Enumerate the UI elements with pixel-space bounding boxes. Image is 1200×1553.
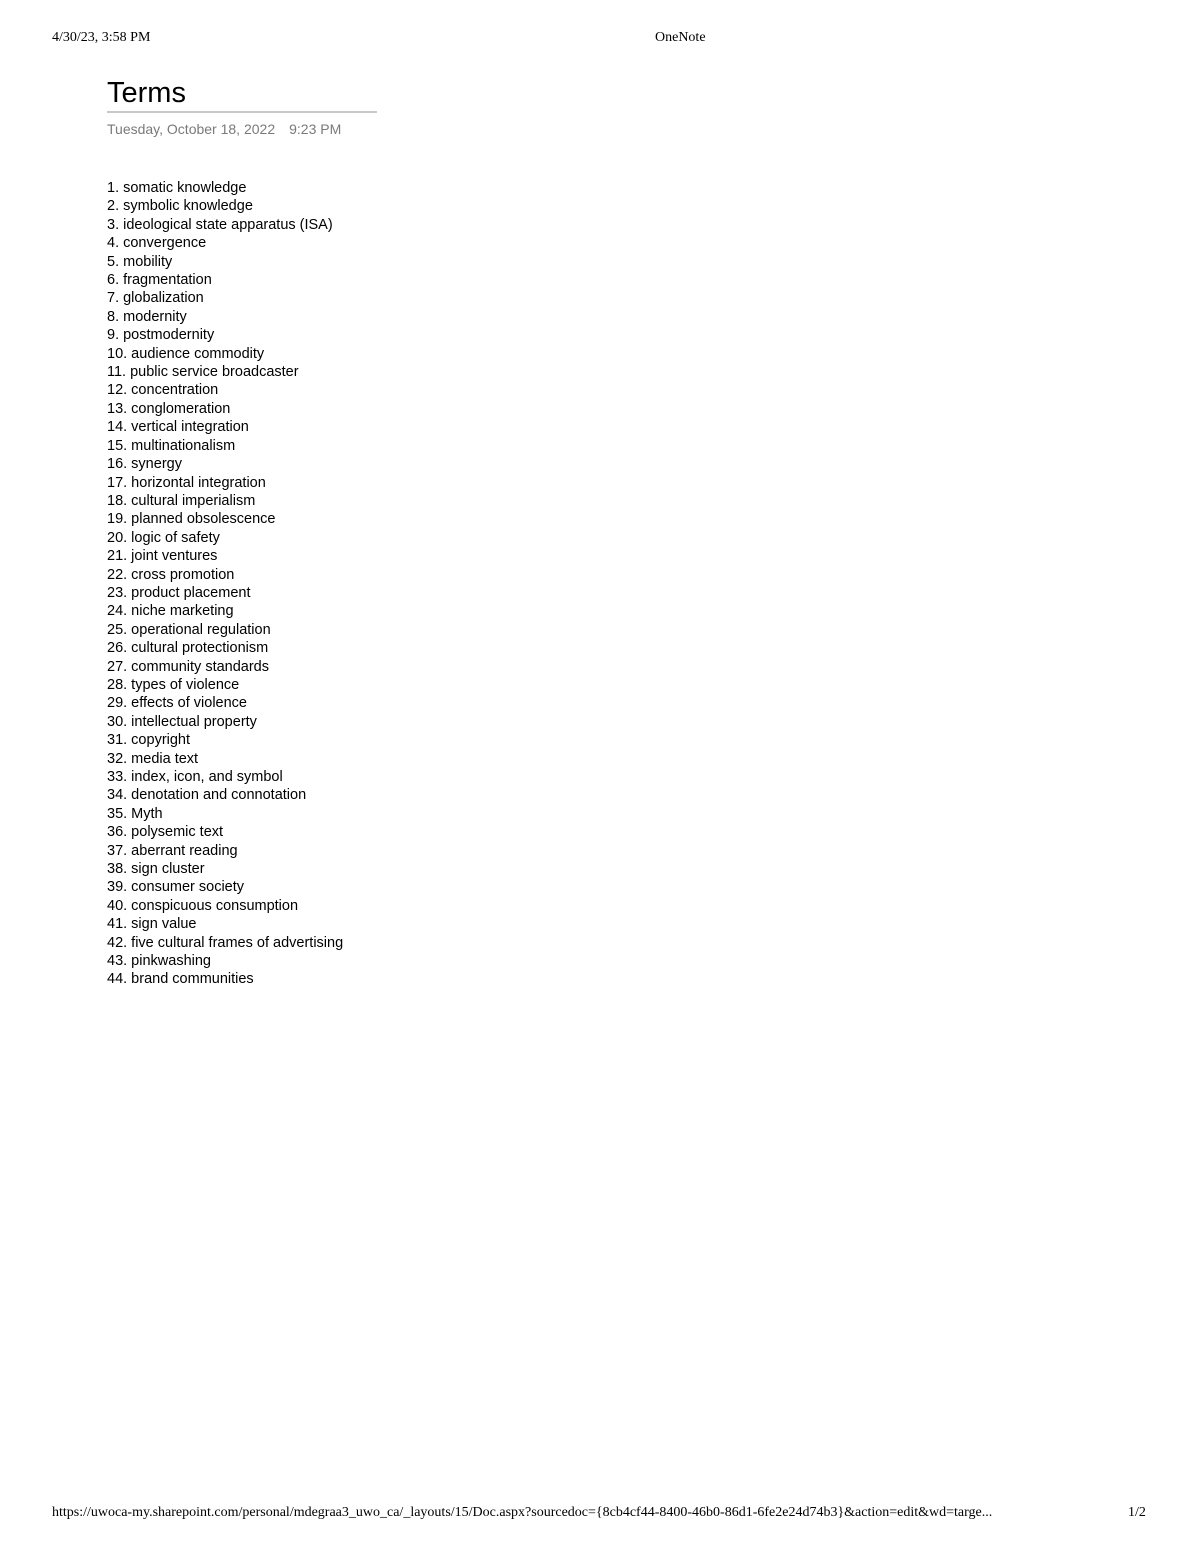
list-item[interactable]: 14. vertical integration bbox=[107, 419, 249, 436]
list-item[interactable]: 21. joint ventures bbox=[107, 548, 218, 565]
list-item[interactable]: 39. consumer society bbox=[107, 879, 245, 896]
list-item[interactable]: 11. public service broadcaster bbox=[107, 364, 299, 381]
list-item[interactable]: 3. ideological state apparatus (ISA) bbox=[107, 216, 333, 233]
list-item[interactable]: 7. globalization bbox=[107, 290, 204, 307]
list-item[interactable]: 2. symbolic knowledge bbox=[107, 198, 253, 215]
print-page-number: 1/2 bbox=[1128, 1505, 1146, 1520]
list-item[interactable]: 25. operational regulation bbox=[107, 621, 271, 638]
list-item[interactable]: 13. conglomeration bbox=[107, 400, 231, 417]
list-item[interactable]: 37. aberrant reading bbox=[107, 842, 238, 859]
list-item[interactable]: 24. niche marketing bbox=[107, 603, 234, 620]
list-item[interactable]: 28. types of violence bbox=[107, 676, 240, 693]
list-item[interactable]: 17. horizontal integration bbox=[107, 474, 266, 491]
page-title-block bbox=[107, 76, 377, 137]
list-item[interactable]: 32. media text bbox=[107, 750, 199, 767]
list-item[interactable]: 9. postmodernity bbox=[107, 327, 215, 344]
print-header bbox=[0, 30, 1200, 50]
print-url: https://uwoca-my.sharepoint.com/personal/mdegraa3_uwo_ca/_layouts/15/Doc.aspx?sourcedoc={8cb4cf44-8400-46b0-86d1-6fe2e24d74b3}&action=edit&wd=targe... bbox=[52, 1505, 993, 1520]
list-item[interactable]: 10. audience commodity bbox=[107, 345, 265, 362]
page-timestamp bbox=[107, 121, 377, 137]
list-item[interactable]: 16. synergy bbox=[107, 456, 182, 473]
list-item[interactable]: 38. sign cluster bbox=[107, 861, 205, 878]
print-datetime: 4/30/23, 3:58 PM bbox=[52, 30, 151, 45]
print-app-name: OneNote bbox=[655, 30, 706, 45]
list-item[interactable]: 34. denotation and connotation bbox=[107, 787, 307, 804]
list-item[interactable]: 40. conspicuous consumption bbox=[107, 897, 299, 914]
list-item[interactable]: 1. somatic knowledge bbox=[107, 180, 247, 196]
list-item[interactable]: 29. effects of violence bbox=[107, 695, 247, 712]
list-item[interactable]: 15. multinationalism bbox=[107, 437, 236, 454]
terms-list bbox=[107, 179, 343, 989]
list-item[interactable]: 6. fragmentation bbox=[107, 272, 212, 289]
list-item[interactable]: 19. planned obsolescence bbox=[107, 511, 276, 528]
list-item[interactable]: 41. sign value bbox=[107, 916, 197, 933]
list-item[interactable]: 36. polysemic text bbox=[107, 824, 224, 841]
list-item[interactable]: 30. intellectual property bbox=[107, 713, 257, 730]
list-item[interactable]: 4. convergence bbox=[107, 235, 207, 252]
list-item[interactable]: 43. pinkwashing bbox=[107, 953, 211, 970]
list-item[interactable]: 5. mobility bbox=[107, 253, 173, 270]
list-item[interactable]: 44. brand communities bbox=[107, 971, 254, 988]
list-item[interactable]: 8. modernity bbox=[107, 308, 187, 325]
list-item[interactable]: 27. community standards bbox=[107, 658, 269, 675]
list-item[interactable]: 35. Myth bbox=[107, 805, 163, 822]
list-item[interactable]: 18. cultural imperialism bbox=[107, 492, 256, 509]
list-item[interactable]: 33. index, icon, and symbol bbox=[107, 769, 283, 785]
page-title[interactable]: Terms bbox=[107, 76, 377, 113]
list-item[interactable]: 26. cultural protectionism bbox=[107, 640, 269, 657]
list-item[interactable]: 42. five cultural frames of advertising bbox=[107, 934, 344, 951]
list-item[interactable]: 20. logic of safety bbox=[107, 529, 220, 546]
list-item[interactable]: 22. cross promotion bbox=[107, 566, 235, 583]
page-date: Tuesday, October 18, 2022 bbox=[107, 121, 276, 137]
list-item[interactable]: 23. product placement bbox=[107, 584, 251, 601]
page-time: 9:23 PM bbox=[289, 121, 342, 137]
list-item[interactable]: 12. concentration bbox=[107, 382, 219, 399]
list-item[interactable]: 31. copyright bbox=[107, 732, 191, 749]
print-footer bbox=[0, 1505, 1200, 1525]
